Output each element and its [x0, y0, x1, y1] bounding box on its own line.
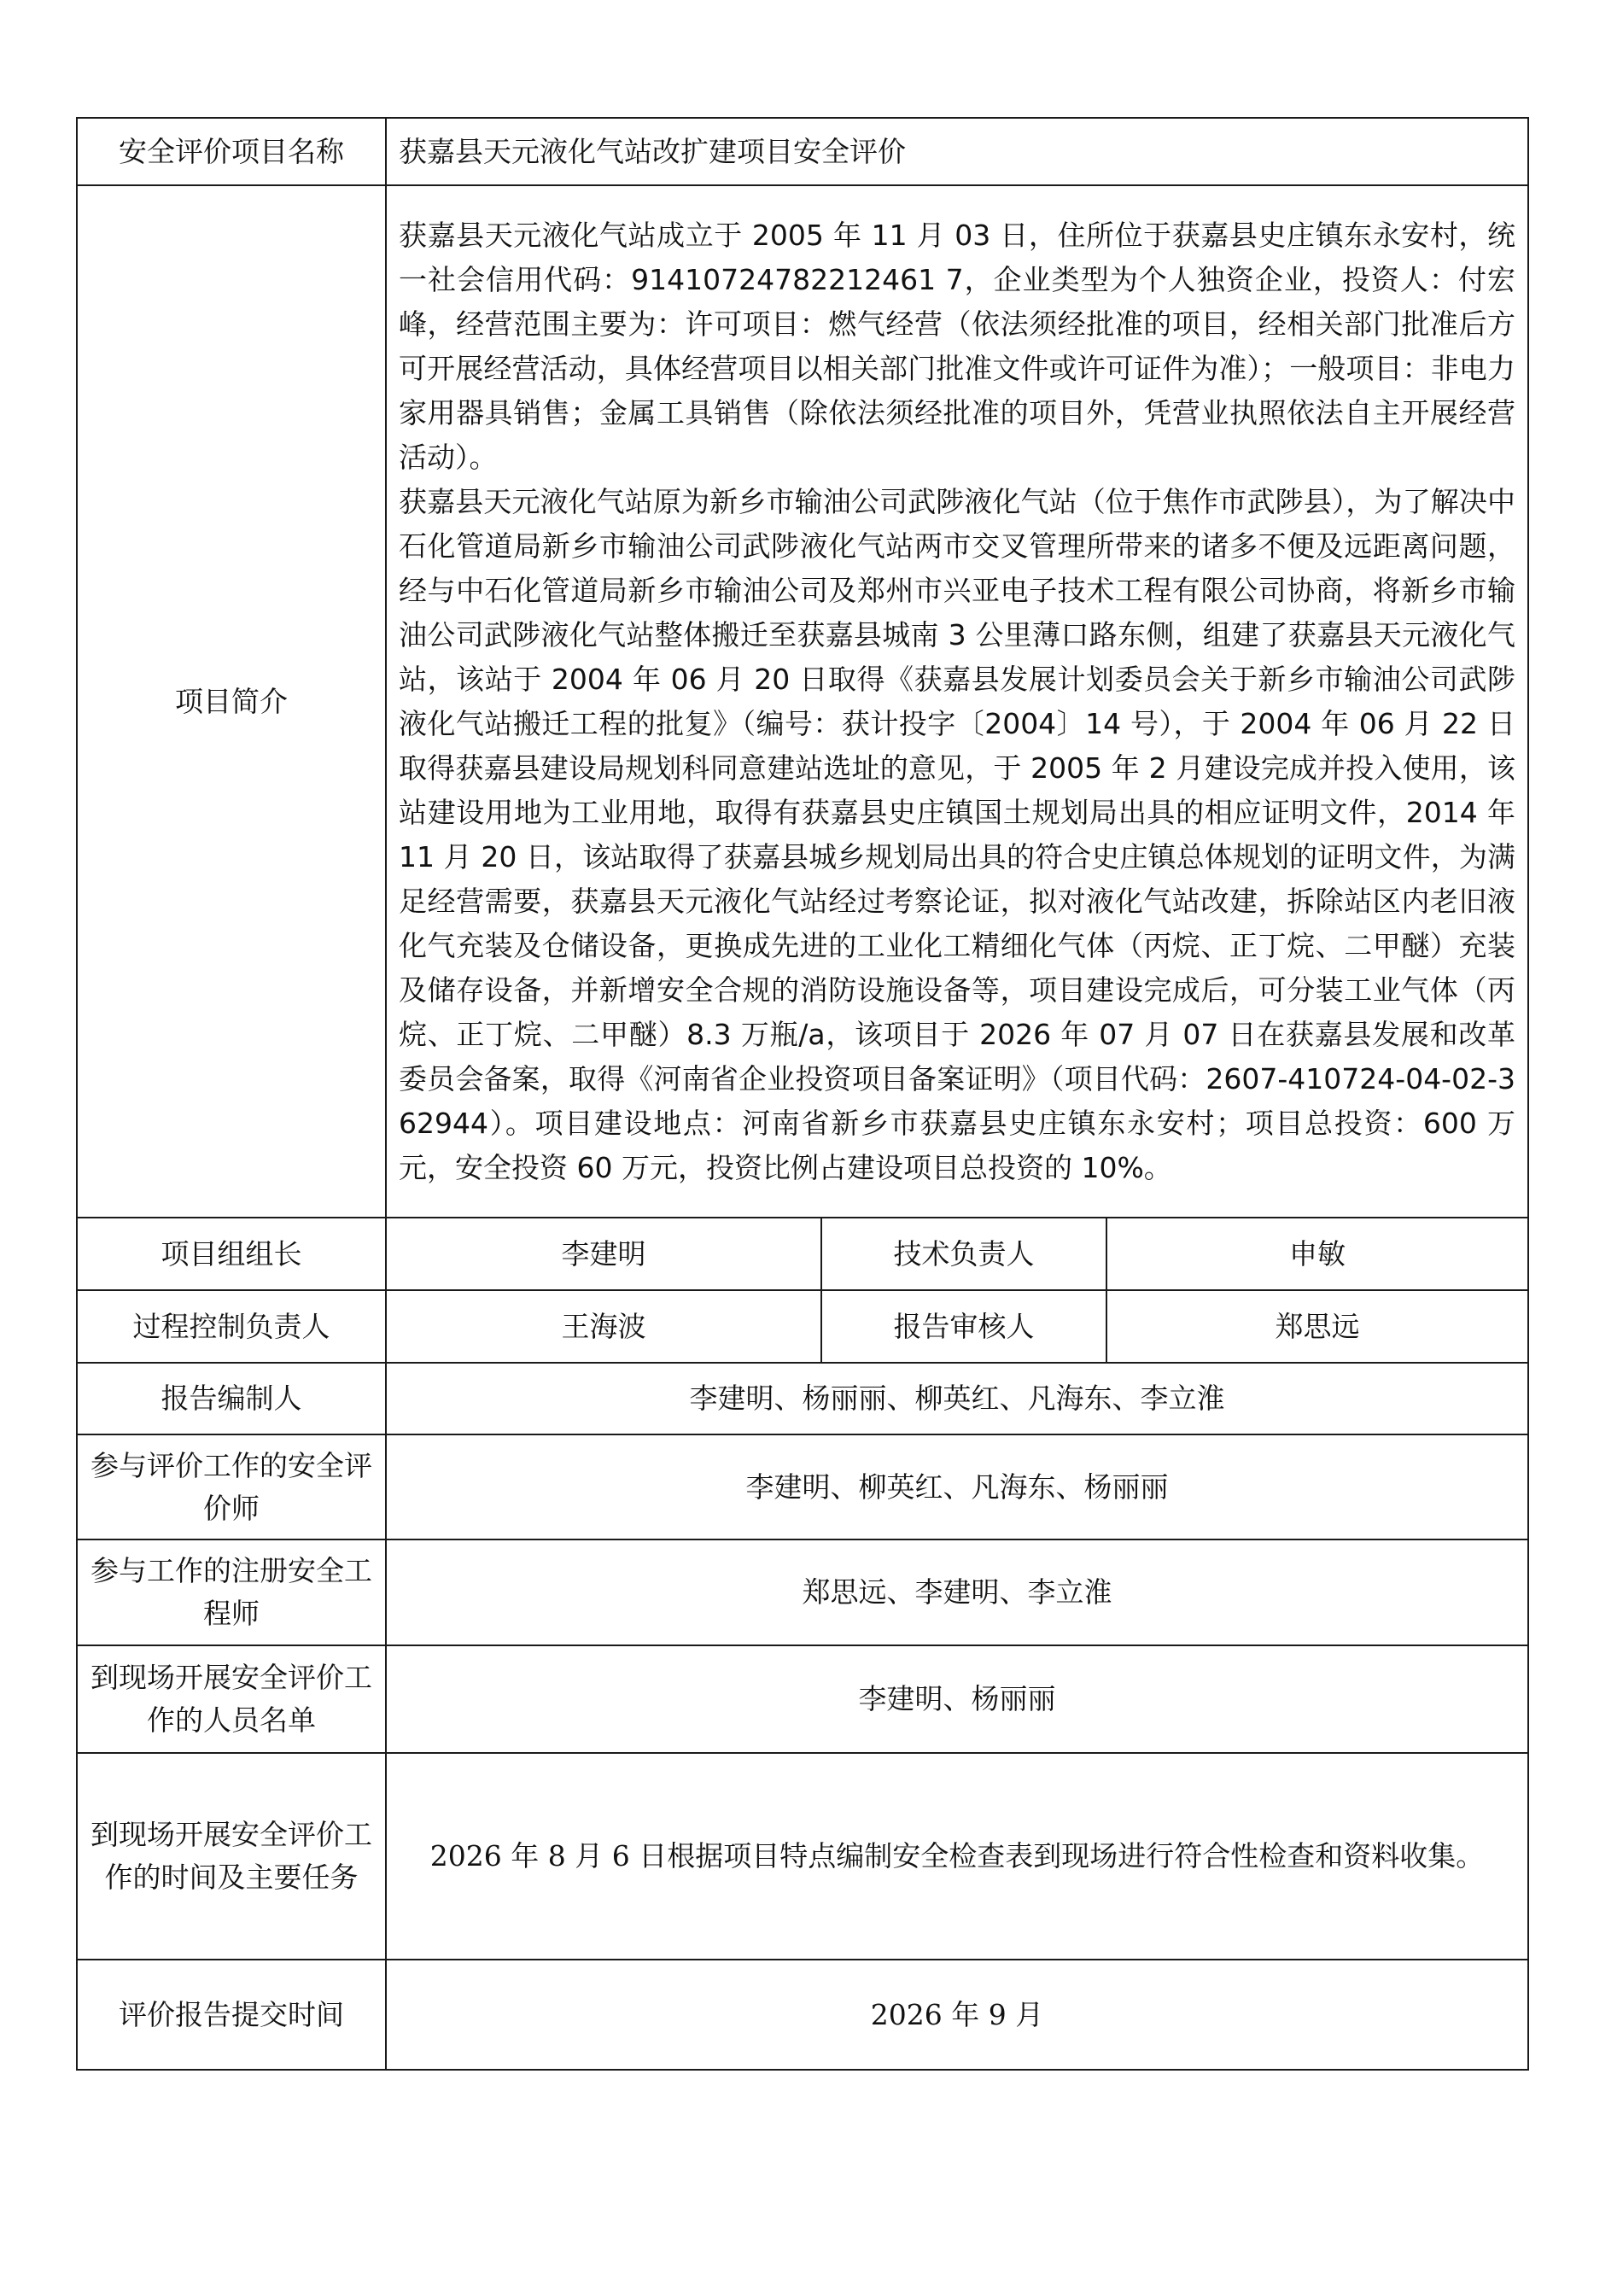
evaluators-value: 李建明、柳英红、凡海东、杨丽丽	[386, 1434, 1528, 1539]
submit-time-row	[77, 1960, 1528, 2070]
leader-row	[77, 1218, 1528, 1290]
evaluators-row	[77, 1434, 1528, 1539]
compilers-row	[77, 1363, 1528, 1434]
engineers-label: 参与工作的注册安全工程师	[77, 1539, 386, 1645]
tech-lead-label: 技术负责人	[821, 1218, 1106, 1290]
process-control-value: 王海波	[386, 1290, 821, 1363]
project-name-value: 获嘉县天元液化气站改扩建项目安全评价	[386, 118, 1528, 185]
process-control-row	[77, 1290, 1528, 1363]
summary-paragraph-2: 获嘉县天元液化气站原为新乡市输油公司武陟液化气站（位于焦作市武陟县），为了解决中石化管道局新乡市输油公司武陟液化气站两市交叉管理所带来的诸多不便及远距离问题，经与中石化管道局新乡市输油公司及郑州市兴亚电子技术工程有限公司协商，将新乡市输油公司武陟液化气站整体搬迁至获嘉县城南 3 公里薄口路东侧，组建了获嘉县天元液化气站，该站于 2004 年 06 月 20 日取得《获嘉县发展计划委员会关于新乡市输油公司武陟液化气站搬迁工程的批复》（编号：获计投字〔2004〕14 号），于 2004 年 06 月 22 日取得获嘉县建设局规划科同意建站选址的意见，于 2005 年 2 月建设完成并投入使用，该站建设用地为工业用地，取得有获嘉县史庄镇国土规划局出具的相应证明文件，2014 年 11 月 20 日，该站取得了获嘉县城乡规划局出具的符合史庄镇总体规划的证明文件，为满足经营需要，获嘉县天元液化气站经过考察论证，拟对液化气站改建，拆除站区内老旧液化气充装及仓储设备，更换成先进的工业化工精细化气体（丙烷、正丁烷、二甲醚）充装及储存设备，并新增安全合规的消防设施设备等，项目建设完成后，可分装工业气体（丙烷、正丁烷、二甲醚）8.3 万瓶/a，该项目于 2026 年 07 月 07 日在获嘉县发展和改革委员会备案，取得《河南省企业投资项目备案证明》（项目代码：2607-410724-04-02-362944）。项目建设地点：河南省新乡市获嘉县史庄镇东永安村；项目总投资：600 万元，安全投资 60 万元，投资比例占建设项目总投资的 10%。	[399, 484, 1515, 1184]
onsite-staff-value: 李建明、杨丽丽	[386, 1645, 1528, 1753]
compilers-value: 李建明、杨丽丽、柳英红、凡海东、李立淮	[386, 1363, 1528, 1434]
compilers-label: 报告编制人	[77, 1363, 386, 1434]
process-control-label: 过程控制负责人	[77, 1290, 386, 1363]
submit-time-value: 2026 年 9 月	[386, 1960, 1528, 2070]
submit-time-label: 评价报告提交时间	[77, 1960, 386, 2070]
summary-paragraph-1: 获嘉县天元液化气站成立于 2005 年 11 月 03 日，住所位于获嘉县史庄镇东永安村，统一社会信用代码：91410724782212461 7，企业类型为个人独资企业，投资人：付宏峰，经营范围主要为：许可项目：燃气经营（依法须经批准的项目，经相关部门批准后方可开展经营活动，具体经营项目以相关部门批准文件或许可证件为准）；一般项目：非电力家用器具销售；金属工具销售（除依法须经批准的项目外，凭营业执照依法自主开展经营活动）。	[399, 218, 1515, 474]
leader-label: 项目组组长	[77, 1218, 386, 1290]
tech-lead-value: 申敏	[1106, 1218, 1528, 1290]
reviewer-label: 报告审核人	[821, 1290, 1106, 1363]
leader-value: 李建明	[386, 1218, 821, 1290]
evaluation-info-table	[76, 117, 1529, 2071]
evaluators-label: 参与评价工作的安全评价师	[77, 1434, 386, 1539]
summary-row	[77, 185, 1528, 1218]
reviewer-value: 郑思远	[1106, 1290, 1528, 1363]
engineers-row	[77, 1539, 1528, 1645]
project-name-row	[77, 118, 1528, 185]
onsite-staff-row	[77, 1645, 1528, 1753]
onsite-tasks-value: 2026 年 8 月 6 日根据项目特点编制安全检查表到现场进行符合性检查和资料收集。	[386, 1753, 1528, 1960]
onsite-staff-label: 到现场开展安全评价工作的人员名单	[77, 1645, 386, 1753]
project-name-label: 安全评价项目名称	[77, 118, 386, 185]
summary-content	[386, 185, 1528, 1218]
engineers-value: 郑思远、李建明、李立淮	[386, 1539, 1528, 1645]
onsite-tasks-row	[77, 1753, 1528, 1960]
summary-label: 项目简介	[77, 185, 386, 1218]
onsite-tasks-label: 到现场开展安全评价工作的时间及主要任务	[77, 1753, 386, 1960]
